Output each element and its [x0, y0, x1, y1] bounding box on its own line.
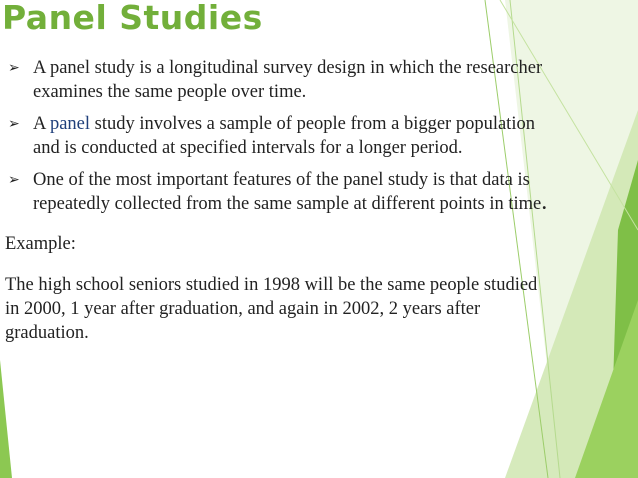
bullet-3-line-2-text: repeatedly collected from the same sample at different points in time — [33, 194, 542, 214]
bullet-item-1 — [8, 56, 638, 104]
example-text — [5, 273, 537, 345]
bullet-2-line-1 — [33, 112, 638, 136]
bullet-2-text-b: study involves a sample of people from a bigger population — [90, 114, 535, 134]
panel-word: panel — [49, 114, 91, 134]
bullet-1-line-1: A panel study is a longitudinal survey design in which the researcher — [33, 58, 543, 78]
example-label: Example: — [5, 234, 76, 254]
slide-title: Panel Studies — [2, 0, 263, 37]
bullet-2-line-2: and is conducted at specified intervals for a longer period. — [33, 138, 463, 158]
bullet-3-line-1: One of the most important features of the panel study is that data is — [33, 170, 530, 190]
bullet-list — [8, 56, 638, 224]
arrow-bullet-icon: ➢ — [8, 116, 20, 132]
arrow-bullet-icon: ➢ — [8, 60, 20, 76]
example-line-2: in 2000, 1 year after graduation, and again in 2002, 2 years after — [5, 299, 481, 319]
arrow-bullet-icon: ➢ — [8, 172, 20, 188]
bullet-item-3 — [8, 168, 638, 216]
bullet-2-text-a: A — [33, 114, 50, 134]
bullet-3-line-2 — [33, 189, 638, 216]
bullet-3-period: . — [541, 189, 548, 215]
bullet-1-line-2: examines the same people over time. — [33, 82, 307, 102]
example-line-3: graduation. — [5, 323, 89, 343]
bullet-item-2 — [8, 112, 638, 160]
example-line-1: The high school seniors studied in 1998 will be the same people studied — [5, 275, 538, 295]
